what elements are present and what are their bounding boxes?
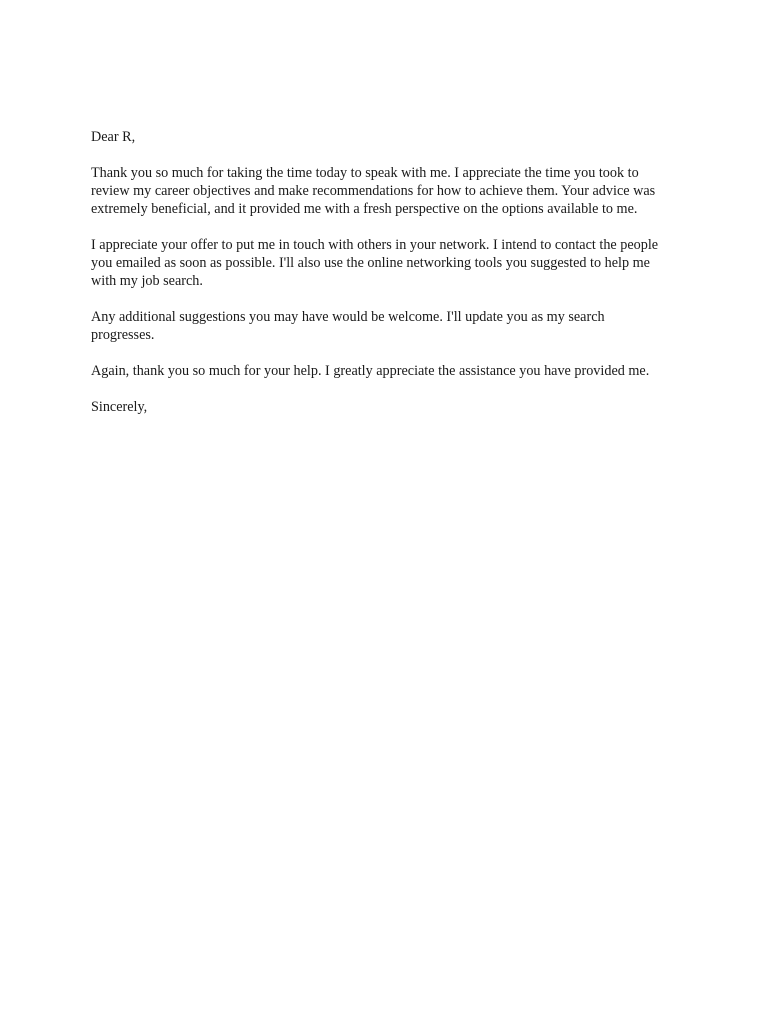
letter-paragraph-4: Again, thank you so much for your help. I greatly appreciate the assistance you have provided me. [91,363,650,379]
letter-closing: Sincerely, [91,399,148,415]
letter-body [91,128,661,416]
letter-paragraph-2: I appreciate your offer to put me in touch with others in your network. I intend to contact the people you emailed as soon as possible. I'll also use the online networking tools you suggested to help me with my job search. [91,237,659,289]
letter-paragraph-1: Thank you so much for taking the time today to speak with me. I appreciate the time you took to review my career objectives and make recommendations for how to achieve them. Your advice was extremely beneficial, and it provided me with a fresh perspective on the options available to me. [91,165,656,217]
letter-salutation: Dear R, [91,129,136,145]
letter-paragraph-3: Any additional suggestions you may have would be welcome. I'll update you as my search progresses. [91,309,605,343]
